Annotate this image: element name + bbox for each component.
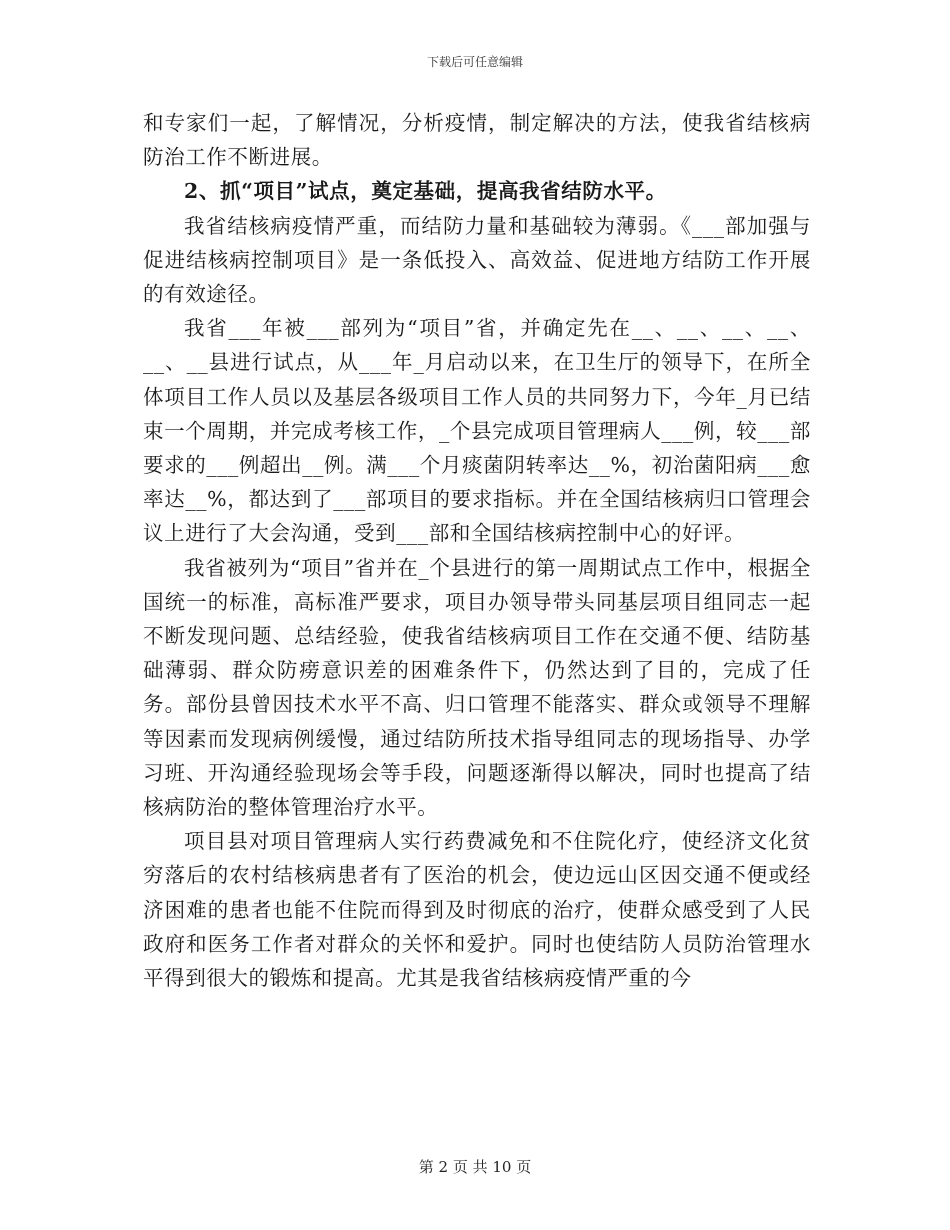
paragraph: 我省被列为“项目”省并在_个县进行的第一周期试点工作中，根据全国统一的标准，高标准严要求，项目办领导带头同基层项目组同志一起不断发现问题、总结经验，使我省结核病项目工作在交通不便、结防基础薄弱、群众防痨意识差的困难条件下，仍然达到了目的，完成了任务。部份县曾因技术水平不高、归口管理不能落实、群众或领导不理解等因素而发现病例缓慢，通过结防所技术指导组同志的现场指导、办学习班、开沟通经验现场会等手段，问题逐渐得以解决，同时也提高了结核病防治的整体管理治疗水平。 — [143, 555, 811, 820]
paragraph: 我省结核病疫情严重，而结防力量和基础较为薄弱。《___部加强与促进结核病控制项目》是一条低投入、高效益、促进地方结防工作开展的有效途径。 — [143, 213, 811, 307]
page-number-footer: 第 2 页 共 10 页 — [418, 1158, 532, 1176]
paragraph-continuation: 和专家们一起，了解情况，分析疫情，制定解决的方法，使我省结核病防治工作不断进展。 — [143, 111, 811, 170]
section-heading: 2、抓“项目”试点，奠定基础，提高我省结防水平。 — [184, 179, 667, 204]
page-header-note: 下载后可任意编辑 — [426, 55, 523, 69]
paragraph: 项目县对项目管理病人实行药费减免和不住院化疗，使经济文化贫穷落后的农村结核病患者有了医治的机会，使边远山区因交通不便或经济困难的患者也能不住院而得到及时彻底的治疗，使群众感受到了人民政府和医务工作者对群众的关怀和爱护。同时也使结防人员防治管理水平得到很大的锻炼和提高。尤其是我省结核病疫情严重的今 — [143, 829, 811, 991]
paragraph: 我省___年被___部列为“项目”省，并确定先在__、__、__、__、__、__县进行试点，从___年_月启动以来，在卫生厅的领导下，在所全体项目工作人员以及基层各级项目工作人员的共同努力下，今年_月已结束一个周期，并完成考核工作，_个县完成项目管理病人___例，较___部要求的___例超出__例。满___个月痰菌阴转率达__%，初治菌阳病___愈率达__%，都达到了___部项目的要求指标。并在全国结核病归口管理会议上进行了大会沟通，受到___部和全国结核病控制中心的好评。 — [143, 316, 811, 546]
document-body — [143, 106, 811, 995]
